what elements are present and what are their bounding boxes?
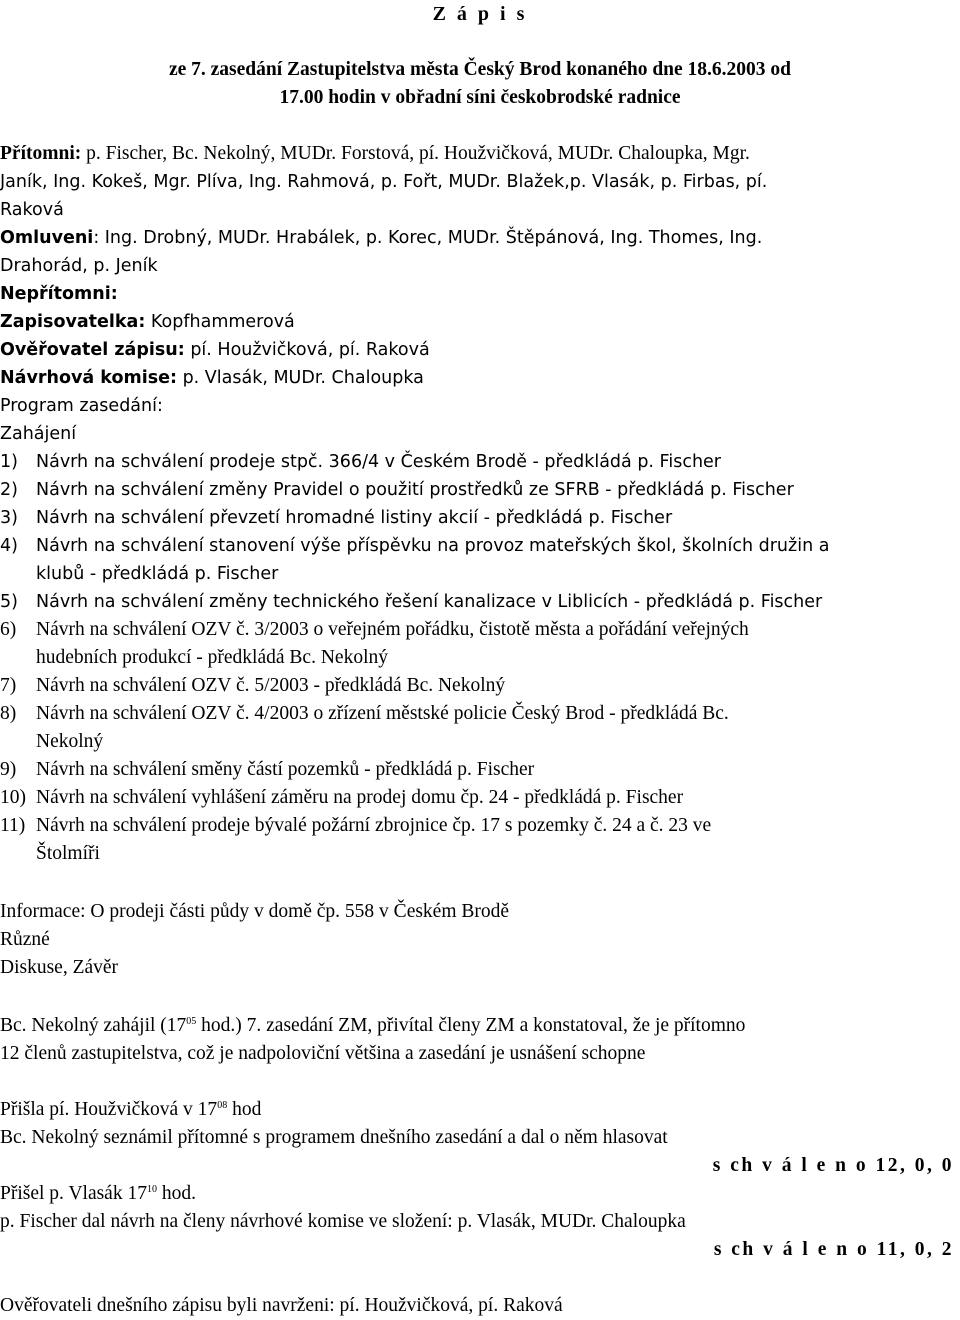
arrival-text-b: hod — [227, 1099, 262, 1120]
agenda-item-number: 11) — [0, 815, 26, 836]
misc-line: Různé — [0, 929, 50, 950]
agenda-item-number: 8) — [0, 703, 17, 724]
agenda-item-number: 3) — [0, 508, 18, 528]
agenda-item-number: 9) — [0, 759, 17, 780]
arrival-vlasak — [0, 1180, 196, 1208]
proposal-committee-line — [0, 364, 424, 392]
present-members-line-1 — [0, 140, 750, 168]
agenda-item-number: 7) — [0, 675, 17, 696]
agenda-item-number: 4) — [0, 536, 18, 556]
vote-result-1: s ch v á l e n o 12, 0, 0 — [712, 1155, 954, 1176]
agenda-item-text: Návrh na schválení stanovení výše příspěvku na provoz mateřských škol, školních družin a — [36, 536, 830, 556]
program-vote-line: Bc. Nekolný seznámil přítomné s programem dnešního zasedání a dal o něm hlasovat — [0, 1127, 668, 1148]
agenda-item — [0, 672, 505, 700]
recorder-label: Zapisovatelka: — [0, 312, 146, 332]
agenda-item-text: Návrh na schválení změny technického řešení kanalizace v Liblicích - předkládá p. Fischer — [36, 592, 823, 612]
document-title: Z á p i s — [432, 3, 528, 25]
recorder-value: Kopfhammerová — [145, 312, 295, 332]
agenda-item-text: Návrh na schválení OZV č. 5/2003 - předkládá Bc. Nekolný — [36, 675, 506, 696]
excused-label: Omluveni — [0, 228, 94, 248]
agenda-item-continuation: klubů - předkládá p. Fischer — [36, 564, 279, 584]
arrival-time-minutes: 08 — [217, 1100, 228, 1111]
opening-statement-text-a: Bc. Nekolný zahájil (17 — [0, 1015, 187, 1036]
committee-proposal-line: p. Fischer dal návrh na členy návrhové komise ve složení: p. Vlasák, MUDr. Chaloupka — [0, 1211, 686, 1232]
agenda-item — [0, 700, 729, 728]
vote-result-2: s ch v á l e n o 11, 0, 2 — [713, 1239, 954, 1260]
recorder-line — [0, 308, 295, 336]
agenda-item-text: Návrh na schválení převzetí hromadné listiny akcií - předkládá p. Fischer — [36, 508, 673, 528]
agenda-item-continuation: hudebních produkcí - předkládá Bc. Nekolný — [36, 647, 388, 668]
present-label: Přítomni: — [0, 143, 82, 164]
proposal-committee-value: p. Vlasák, MUDr. Chaloupka — [177, 368, 424, 388]
opening-statement-text-b: hod.) 7. zasedání ZM, přivítal členy ZM a konstatoval, že je přítomno — [196, 1015, 746, 1036]
program-label: Program zasedání: — [0, 396, 163, 416]
agenda-item — [0, 476, 794, 504]
agenda-item — [0, 616, 749, 644]
present-names-1: p. Fischer, Bc. Nekolný, MUDr. Forstová, pí. Houžvičková, MUDr. Chaloupka, Mgr. — [81, 143, 750, 164]
agenda-item-text: Návrh na schválení prodeje bývalé požární zbrojnice čp. 17 s pozemky č. 24 a č. 23 ve — [36, 815, 712, 836]
present-names-3: Raková — [0, 200, 64, 220]
present-names-2: Janík, Ing. Kokeš, Mgr. Plíva, Ing. Rahmová, p. Fořt, MUDr. Blažek,p. Vlasák, p. Firbas, pí. — [0, 172, 768, 192]
discussion-line: Diskuse, Závěr — [0, 957, 119, 978]
arrival-houzvickova — [0, 1096, 261, 1124]
agenda-item — [0, 588, 822, 616]
agenda-item-continuation: Štolmíři — [36, 843, 100, 864]
excused-line-1 — [0, 224, 762, 252]
agenda-item-text: Návrh na schválení změny Pravidel o použití prostředků ze SFRB - předkládá p. Fischer — [36, 480, 794, 500]
agenda-item-number: 6) — [0, 619, 17, 640]
opening-time-minutes: 05 — [186, 1016, 197, 1027]
agenda-item — [0, 756, 534, 784]
arrival-text-b: hod. — [156, 1183, 196, 1204]
agenda-item — [0, 784, 683, 812]
verifier-label: Ověřovatel zápisu: — [0, 340, 185, 360]
agenda-item-number: 1) — [0, 452, 18, 472]
verifier-line — [0, 336, 430, 364]
arrival-time-minutes: 10 — [146, 1184, 157, 1195]
absent-label: Nepřítomni: — [0, 284, 118, 304]
subtitle-line-2: 17.00 hodin v obřadní síni českobrodské radnice — [279, 87, 681, 108]
agenda-item-continuation: Nekolný — [36, 731, 104, 752]
proposal-committee-label: Návrhová komise: — [0, 368, 177, 388]
excused-names-2: Drahorád, p. Jeník — [0, 256, 158, 276]
verifier-value: pí. Houžvičková, pí. Raková — [184, 340, 430, 360]
agenda-item-number: 10) — [0, 787, 26, 808]
agenda-item-text: Návrh na schválení prodeje stpč. 366/4 v Českém Brodě - předkládá p. Fischer — [36, 452, 722, 472]
agenda-item-text: Návrh na schválení směny částí pozemků - předkládá p. Fischer — [36, 759, 535, 780]
agenda-item-text: Návrh na schválení OZV č. 3/2003 o veřejném pořádku, čistotě města a pořádání veřejných — [36, 619, 749, 640]
agenda-item-text: Návrh na schválení vyhlášení záměru na prodej domu čp. 24 - předkládá p. Fischer — [36, 787, 684, 808]
opening-item: Zahájení — [0, 424, 77, 444]
agenda-item-number: 5) — [0, 592, 18, 612]
agenda-item — [0, 812, 711, 840]
excused-names-1: : Ing. Drobný, MUDr. Hrabálek, p. Korec, MUDr. Štěpánová, Ing. Thomes, Ing. — [93, 228, 763, 248]
verifiers-proposal-line: Ověřovateli dnešního zápisu byli navrženi: pí. Houžvičková, pí. Raková — [0, 1295, 563, 1316]
subtitle-line-1: ze 7. zasedání Zastupitelstva města Český Brod konaného dne 18.6.2003 od — [168, 59, 792, 80]
agenda-item-text: Návrh na schválení OZV č. 4/2003 o zřízení městské policie Český Brod - předkládá Bc. — [36, 703, 729, 724]
agenda-item — [0, 532, 829, 560]
agenda-item — [0, 504, 672, 532]
opening-statement-2: 12 členů zastupitelstva, což je nadpoloviční většina a zasedání je usnášení schopne — [0, 1043, 646, 1064]
agenda-item — [0, 448, 721, 476]
agenda-item-number: 2) — [0, 480, 18, 500]
arrival-text-a: Přišel p. Vlasák 17 — [0, 1183, 147, 1204]
arrival-text-a: Přišla pí. Houžvičková v 17 — [0, 1099, 218, 1120]
information-line: Informace: O prodeji části půdy v domě čp. 558 v Českém Brodě — [0, 901, 510, 922]
opening-statement-1 — [0, 1012, 745, 1040]
